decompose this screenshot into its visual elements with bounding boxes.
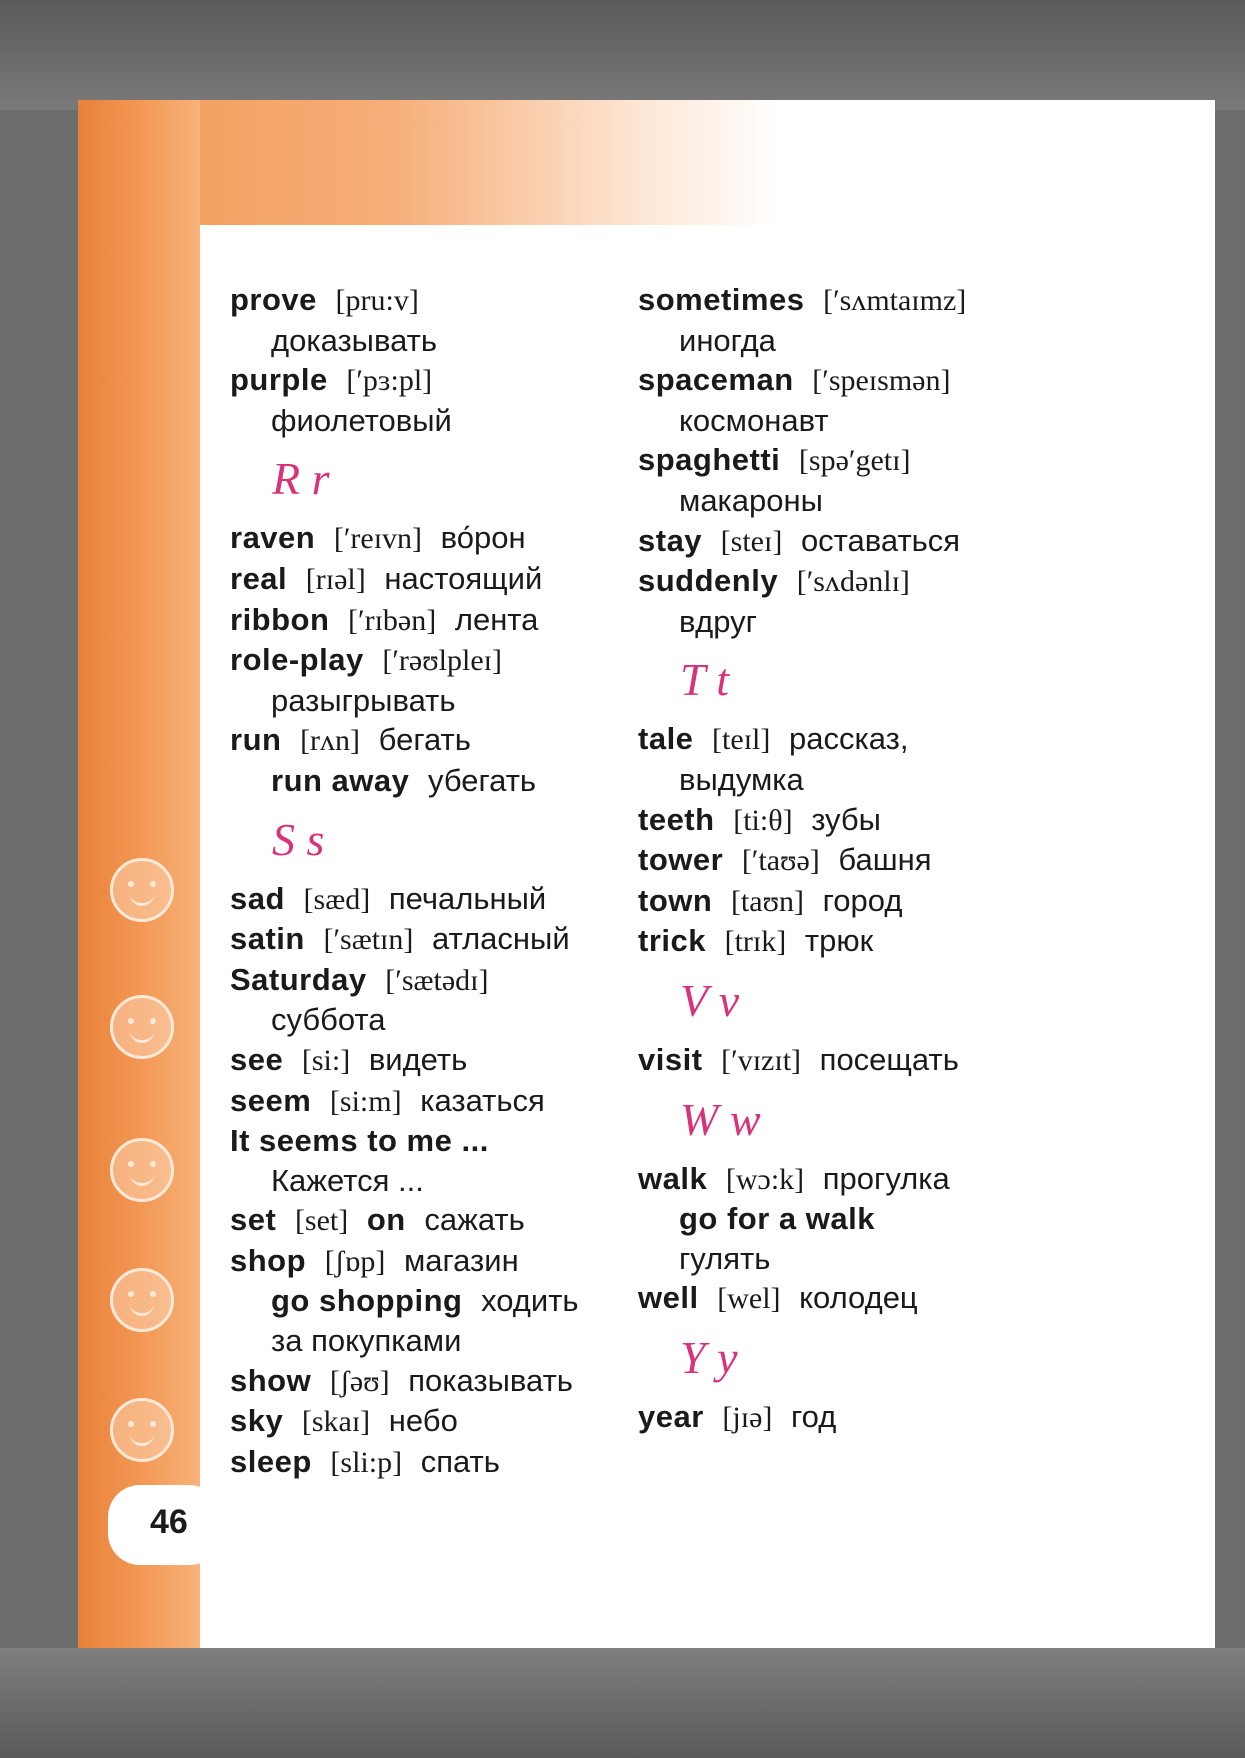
headword: set: [230, 1202, 277, 1238]
translation: прогулка: [822, 1160, 950, 1196]
translation: колодец: [799, 1280, 918, 1316]
entry-tale: [638, 719, 1058, 760]
translation: спать: [420, 1443, 500, 1479]
entry-role-play: [230, 640, 650, 681]
transcription: [pru:v]: [335, 284, 419, 317]
translation: настоящий: [384, 560, 543, 596]
translation: доказывать: [271, 322, 437, 358]
headword: town: [638, 882, 713, 918]
entry-ribbon: [230, 600, 650, 641]
transcription: [ti:θ]: [733, 803, 793, 837]
transcription: [skaɪ]: [301, 1405, 371, 1439]
transcription: [ʹrɪbən]: [348, 603, 437, 637]
headword: sleep: [230, 1443, 312, 1479]
headword: year: [638, 1398, 704, 1434]
transcription: [trɪk]: [724, 925, 787, 959]
translation: год: [791, 1398, 837, 1434]
entry-spaghetti: [638, 440, 1058, 481]
headword: show: [230, 1362, 312, 1398]
entry-shop: [230, 1241, 650, 1282]
entry-teeth: [638, 800, 1058, 841]
entry-sad: [230, 879, 650, 920]
headword: purple: [230, 362, 328, 398]
translation: выдумка: [679, 761, 804, 797]
entry-suddenly: [638, 561, 1058, 602]
headword: run: [230, 722, 282, 758]
transcription: [rʌn]: [300, 724, 361, 758]
transcription: [si:]: [301, 1043, 351, 1077]
entry-raven: [230, 518, 650, 559]
translation: небо: [388, 1403, 458, 1439]
section-letter-s: S s: [272, 813, 325, 865]
translation: Кажется ...: [271, 1162, 424, 1198]
transcription: [ʹvɪzɪt]: [721, 1043, 802, 1077]
section-letter-w: W w: [680, 1093, 761, 1145]
scan-background-top: [0, 0, 1245, 110]
translation: фиолетовый: [271, 402, 452, 438]
transcription: [steɪ]: [720, 524, 783, 558]
headword: real: [230, 560, 288, 596]
translation: трюк: [804, 923, 874, 959]
headword: spaceman: [638, 362, 794, 398]
headword: teeth: [638, 801, 715, 837]
headword: tower: [638, 842, 724, 878]
entry-it-seems: [230, 1121, 650, 1161]
page-number: 46: [150, 1503, 188, 1541]
headword: Saturday: [230, 961, 367, 997]
transcription: [ʹsʌdənlɪ]: [796, 565, 910, 599]
translation: космонавт: [679, 402, 829, 438]
entry-spaceman: [638, 360, 1058, 401]
transcription: [ʹsætɪn]: [323, 923, 414, 957]
transcription: [si:m]: [329, 1084, 402, 1118]
headword: shop: [230, 1242, 307, 1278]
entry-sky: [230, 1401, 650, 1442]
headword: prove: [230, 282, 317, 317]
transcription: [sli:p]: [330, 1445, 403, 1479]
transcription: [ʃɒp]: [324, 1244, 386, 1278]
translation: показывать: [408, 1362, 573, 1398]
section-letter-v: V v: [680, 974, 740, 1026]
transcription: [spəʹgetɪ]: [798, 444, 911, 478]
headword: visit: [638, 1041, 703, 1077]
headword-particle: on: [366, 1202, 406, 1238]
entry-sometimes: [638, 280, 1058, 321]
entry-tower: [638, 840, 1058, 881]
headword: suddenly: [638, 563, 779, 599]
entry-prove: [230, 280, 650, 321]
transcription: [sæd]: [303, 882, 371, 916]
translation: ходить: [481, 1283, 579, 1319]
entry-satin: [230, 919, 650, 960]
transcription: [wɔ:k]: [725, 1162, 805, 1196]
translation: печальный: [388, 880, 547, 916]
transcription: [ʹsʌmtaɪmz]: [823, 284, 967, 317]
phrase: go shopping: [271, 1283, 463, 1319]
translation: город: [822, 882, 903, 918]
transcription: [ʃəʊ]: [329, 1364, 390, 1398]
translation: казаться: [420, 1082, 545, 1118]
translation: башня: [838, 842, 932, 878]
face-icon: [110, 858, 174, 922]
translation: оставаться: [800, 522, 961, 558]
entry-real: [230, 559, 650, 600]
headword: trick: [638, 923, 706, 959]
phrase: go for a walk: [679, 1201, 875, 1237]
orange-side-band: [78, 100, 200, 1648]
headword: ribbon: [230, 601, 330, 637]
entry-sleep: [230, 1442, 650, 1483]
right-column: [638, 280, 1058, 1437]
entry-set: [230, 1200, 650, 1241]
transcription: [ʹspeɪsmən]: [812, 364, 951, 398]
translation: макароны: [679, 482, 823, 518]
entry-purple: [230, 360, 650, 401]
headword: sometimes: [638, 282, 805, 317]
entry-well: [638, 1278, 1058, 1319]
translation: разыгрывать: [271, 682, 456, 718]
transcription: [ʹtaʊə]: [741, 844, 820, 878]
entry-show: [230, 1361, 650, 1402]
entry-visit: [638, 1040, 1058, 1081]
transcription: [set]: [294, 1204, 349, 1238]
entry-town: [638, 881, 1058, 922]
translation: бегать: [378, 722, 471, 758]
entry-trick: [638, 921, 1058, 962]
headword: walk: [638, 1160, 708, 1196]
headword: raven: [230, 520, 316, 556]
transcription: [ʹsætədɪ]: [385, 963, 489, 997]
phrase: It seems to me ...: [230, 1123, 489, 1159]
section-letter-y: Y y: [680, 1331, 738, 1383]
face-icon: [110, 1268, 174, 1332]
entry-go-for-a-walk: [638, 1199, 1058, 1239]
entry-run: [230, 720, 650, 761]
translation: рассказ,: [788, 721, 909, 757]
entry-see: [230, 1040, 650, 1081]
entry-run-away: [230, 761, 650, 801]
transcription: [ʹreɪvn]: [333, 522, 423, 556]
translation: вдруг: [679, 603, 757, 639]
translation: за покупками: [271, 1323, 462, 1359]
translation: атласный: [432, 921, 570, 957]
translation: гулять: [679, 1240, 771, 1276]
headword: well: [638, 1280, 699, 1316]
translation: лента: [454, 601, 539, 637]
transcription: [jɪə]: [722, 1400, 773, 1434]
translation: видеть: [368, 1041, 468, 1077]
translation: иногда: [679, 322, 776, 358]
headword: spaghetti: [638, 442, 781, 478]
translation: магазин: [403, 1242, 519, 1278]
face-icon: [110, 1138, 174, 1202]
headword: sky: [230, 1403, 284, 1439]
headword: satin: [230, 921, 305, 957]
headword: see: [230, 1041, 284, 1077]
entry-saturday: [230, 960, 650, 1001]
section-letter-r: R r: [272, 453, 330, 505]
translation: зубы: [811, 801, 881, 837]
transcription: [rɪəl]: [305, 562, 366, 596]
headword: stay: [638, 522, 703, 558]
entry-walk: [638, 1159, 1058, 1200]
section-letter-t: T t: [680, 654, 730, 706]
face-icon: [110, 1398, 174, 1462]
entry-year: [638, 1397, 1058, 1438]
translation: убегать: [428, 762, 537, 798]
headword: role-play: [230, 642, 364, 678]
entry-seem: [230, 1081, 650, 1122]
translation: суббота: [271, 1002, 386, 1038]
entry-go-shopping: [230, 1281, 650, 1321]
dictionary-page: [78, 100, 1215, 1648]
translation: посещать: [819, 1041, 959, 1077]
transcription: [ʹpɜ:pl]: [346, 364, 433, 398]
face-icon: [110, 995, 174, 1059]
translation: во́рон: [440, 520, 526, 556]
transcription: [teɪl]: [712, 723, 771, 757]
transcription: [wel]: [717, 1282, 781, 1316]
translation: сажать: [424, 1202, 525, 1238]
headword: sad: [230, 880, 285, 916]
transcription: [ʹrəʊlpleɪ]: [382, 644, 502, 678]
headword: tale: [638, 721, 694, 757]
transcription: [taʊn]: [730, 884, 805, 918]
left-column: [230, 280, 650, 1482]
headword: seem: [230, 1082, 312, 1118]
entry-stay: [638, 521, 1058, 562]
phrase: run away: [271, 762, 410, 798]
scan-background-bottom: [0, 1648, 1245, 1758]
